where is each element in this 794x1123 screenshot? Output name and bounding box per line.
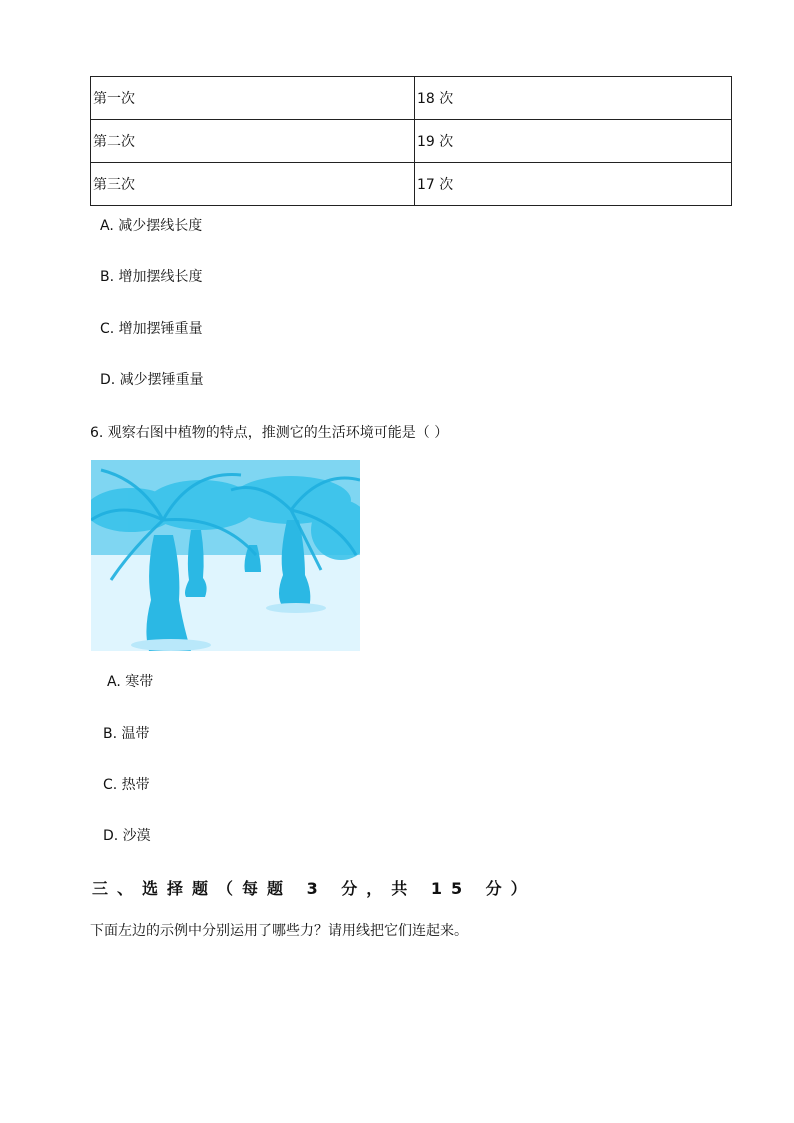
question-6: 6. 观察右图中植物的特点，推测它的生活环境可能是（ ）	[90, 425, 449, 441]
option-b: B. 增加摆线长度	[100, 269, 203, 285]
palm-tree-photo	[91, 460, 360, 651]
option-d: D. 减少摆锤重量	[100, 372, 204, 388]
table-cell: 17 次	[415, 163, 732, 206]
section-instruction: 下面左边的示例中分别运用了哪些力？请用线把它们连起来。	[90, 923, 468, 939]
option-d: D. 沙漠	[103, 828, 151, 844]
table-cell: 第二次	[91, 120, 415, 163]
table-cell: 第一次	[91, 77, 415, 120]
table-row	[91, 163, 732, 206]
table-cell: 19 次	[415, 120, 732, 163]
table-cell: 第三次	[91, 163, 415, 206]
option-c: C. 热带	[103, 777, 150, 793]
option-a: A. 减少摆线长度	[100, 218, 203, 234]
table-row	[91, 77, 732, 120]
table-cell: 18 次	[415, 77, 732, 120]
option-a: A. 寒带	[107, 674, 154, 690]
section-heading: 三、选择题（每题 3 分，共 15 分）	[92, 879, 536, 898]
table-row	[91, 120, 732, 163]
option-c: C. 增加摆锤重量	[100, 321, 203, 337]
option-b: B. 温带	[103, 726, 150, 742]
results-table	[90, 76, 732, 206]
